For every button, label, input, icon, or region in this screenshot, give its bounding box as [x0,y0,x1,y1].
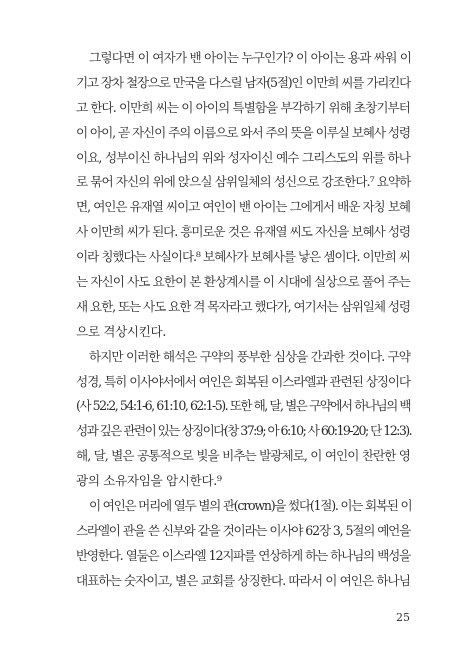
text-line: 로 묶어 자신의 위에 앉으실 삼위일체의 성신으로 강조한다.⁷ 요약하 [76,174,411,190]
text-line: 이요, 성부이신 하나님의 위와 성자이신 예수 그리스도의 위를 하나 [76,149,410,165]
paragraph-2 [76,345,410,494]
text-line: 이 여인은 머리에 열두 별의 관(crown)을 썼다(1절). 이는 회복된 이 [89,498,412,514]
text-line: 스라엘이 관을 쓴 신부와 같을 것이라는 이사야 62장 3, 5절의 예언을 [76,522,410,538]
text-line: 는 자신이 사도 요한이 본 환상계시를 이 시대에 실상으로 풀어 주는 [76,274,410,290]
text-line: 기고 장차 철장으로 만국을 다스릴 남자(5절)인 이만희 씨를 가리킨다 [76,74,410,90]
text-line: 하지만 이러한 해석은 구약의 풍부한 심상을 간과한 것이다. 구약 [89,348,410,364]
text-line: 해, 달, 별은 공통적으로 빛을 비추는 발광체로, 이 여인이 찬란한 영 [76,448,410,464]
text-line: 새 요한, 또는 사도 요한 격 목자라고 했다가, 여기서는 삼위일체 성령 [76,298,410,314]
text-line: 그렇다면 이 여자가 밴 아이는 누구인가? 이 아이는 용과 싸워 이 [89,50,412,65]
text-line: 성과 깊은 관련이 있는 상징이다(창 37:9; 아 6:10; 사 60:19-20; 단 12:3). [76,423,412,439]
page-number: 25 [396,611,410,624]
text-line: 사 이만희 씨가 된다. 흥미로운 것은 유재열 씨도 자신을 보혜사 성령 [76,224,410,240]
text-line: 대표하는 숫자이고, 별은 교회를 상징한다. 따라서 이 여인은 하나님 [76,572,410,588]
text-line: 반영한다. 열둘은 이스라엘 12지파를 연상하게 하는 하나님의 백성을 [76,547,410,563]
paragraph-3 [76,494,410,594]
text-line: 으로 격상시킨다. [76,323,167,339]
text-line: 이라 칭했다는 사실이다.⁸ 보혜사가 보혜사를 낳은 셈이다. 이만희 씨 [76,249,410,265]
text-line: 면, 여인은 유재열 씨이고 여인이 밴 아이는 그에게서 배운 자칭 보혜 [76,199,410,215]
text-line: 고 한다. 이만희 씨는 이 아이의 특별함을 부각하기 위해 초창기부터 [76,99,410,115]
text-line: 이 아이, 곧 자신이 주의 이름으로 와서 주의 뜻을 이루실 보혜사 성령 [76,124,410,140]
text-line: 광의 소유자임을 암시한다.⁹ [76,473,222,489]
paragraph-1 [76,46,410,345]
text-line: (사 52:2, 54:1-6, 61:10, 62:1-5). 또한 해, 달, 별은 구약에서 하나님의 백 [76,398,410,414]
body-text [76,46,410,594]
text-line: 성경, 특히 이사야서에서 여인은 회복된 이스라엘과 관련된 상징이다 [76,373,410,389]
